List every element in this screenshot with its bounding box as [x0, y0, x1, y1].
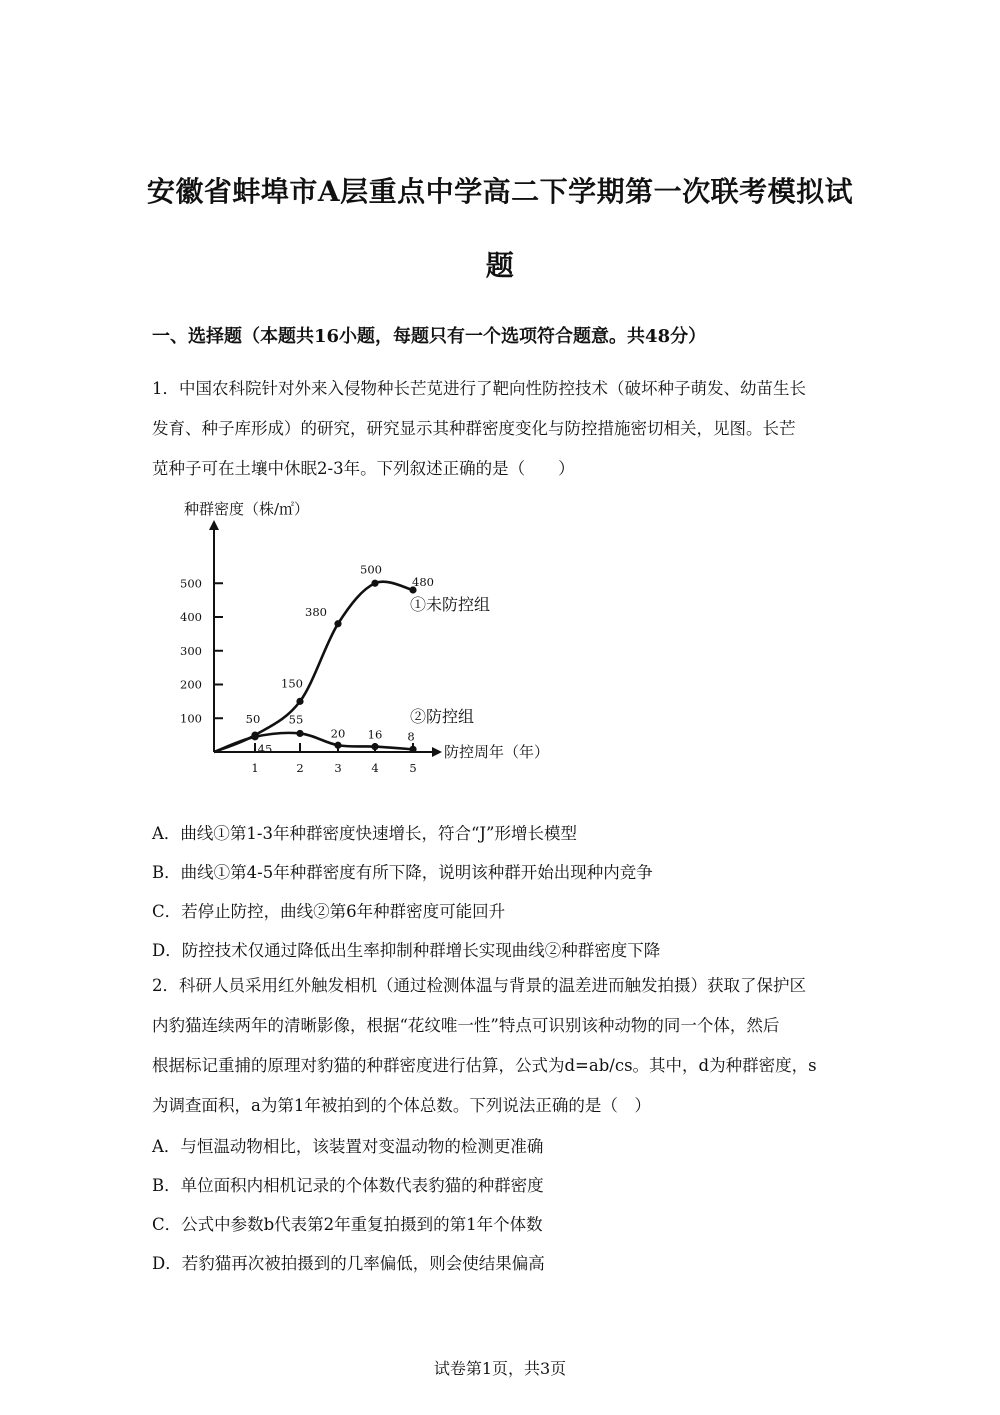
series-name-label: ②防控组 [410, 707, 475, 726]
population-density-chart [170, 490, 550, 780]
x-tick-label: 3 [334, 761, 342, 775]
data-point [371, 580, 378, 587]
section-heading: 一、选择题（本题共16小题，每题只有一个选项符合题意。共48分） [152, 326, 707, 347]
data-point [334, 620, 341, 627]
x-tick-label: 5 [409, 761, 417, 775]
y-axis-label: 种群密度（株/㎡） [184, 500, 310, 518]
question-1-option-a: A．曲线①第1-3年种群密度快速增长，符合“J”形增长模型 [152, 824, 577, 843]
y-tick-label: 100 [180, 711, 202, 726]
series-name-label: ①未防控组 [410, 595, 491, 614]
data-label: 20 [330, 726, 346, 741]
document-title-line-1: 安徽省蚌埠市A层重点中学高二下学期第一次联考模拟试 [146, 175, 854, 208]
x-tick-label: 1 [251, 761, 259, 775]
data-point [251, 733, 258, 740]
data-label: 45 [257, 741, 273, 756]
y-tick-label: 500 [180, 576, 202, 591]
data-label: 500 [360, 562, 382, 577]
data-point [296, 698, 303, 705]
data-label: 55 [288, 712, 304, 727]
x-axis-arrow [432, 747, 442, 757]
data-point [296, 730, 303, 737]
question-2-option-c: C．公式中参数b代表第2年重复拍摄到的第1年个体数 [152, 1215, 543, 1234]
question-2-stem [152, 966, 852, 1126]
question-1-option-d: D．防控技术仅通过降低出生率抑制种群增长实现曲线②种群密度下降 [152, 941, 661, 960]
y-tick-label: 400 [180, 610, 202, 624]
document-title-line-2: 题 [485, 249, 515, 282]
data-point [371, 743, 378, 750]
data-point [409, 746, 416, 753]
question-2-stem-line: 内豹猫连续两年的清晰影像，根据“花纹唯一性”特点可识别该种动物的同一个体，然后 [152, 1016, 780, 1035]
data-label: 380 [305, 604, 327, 619]
question-2-stem-line: 为调查面积，a为第1年被拍到的个体总数。下列说法正确的是（ ） [152, 1096, 651, 1115]
x-tick-label: 2 [296, 761, 304, 775]
x-axis-label: 防控周年（年） [444, 743, 550, 761]
question-2-option-d: D．若豹猫再次被拍摄到的几率偏低，则会使结果偏高 [152, 1254, 545, 1273]
data-label: 8 [407, 729, 415, 744]
data-label: 480 [412, 575, 434, 589]
data-label: 16 [367, 727, 383, 742]
question-2-option-a: A．与恒温动物相比，该装置对变温动物的检测更准确 [152, 1137, 544, 1156]
question-1-stem-line: 苋种子可在土壤中休眠2-3年。下列叙述正确的是（ ） [152, 459, 575, 478]
question-1-option-b: B．曲线①第4-5年种群密度有所下降，说明该种群开始出现种内竞争 [152, 863, 653, 882]
y-tick-label: 300 [180, 643, 202, 658]
data-label: 150 [281, 676, 303, 691]
question-2-stem-line: 根据标记重捕的原理对豹猫的种群密度进行估算，公式为d=ab/cs。其中，d为种群密度，s [152, 1056, 817, 1075]
question-1-option-c: C．若停止防控，曲线②第6年种群密度可能回升 [152, 902, 506, 921]
question-2-option-b: B．单位面积内相机记录的个体数代表豹猫的种群密度 [152, 1176, 544, 1195]
y-tick-label: 200 [180, 677, 202, 692]
page-footer: 试卷第1页，共3页 [433, 1359, 567, 1378]
data-label: 50 [245, 712, 261, 727]
question-2-stem-line: 2．科研人员采用红外触发相机（通过检测体温与背景的温差进而触发拍摄）获取了保护区 [152, 976, 806, 995]
y-axis-arrow [209, 520, 219, 530]
x-tick-label: 4 [371, 761, 379, 775]
data-point [334, 742, 341, 749]
question-1-stem [152, 369, 852, 489]
question-1-stem-line: 1．中国农科院针对外来入侵物种长芒苋进行了靶向性防控技术（破坏种子萌发、幼苗生长 [152, 379, 806, 398]
question-1-stem-line: 发育、种子库形成）的研究，研究显示其种群密度变化与防控措施密切相关，见图。长芒 [152, 419, 796, 438]
series-line-2 [214, 733, 413, 752]
